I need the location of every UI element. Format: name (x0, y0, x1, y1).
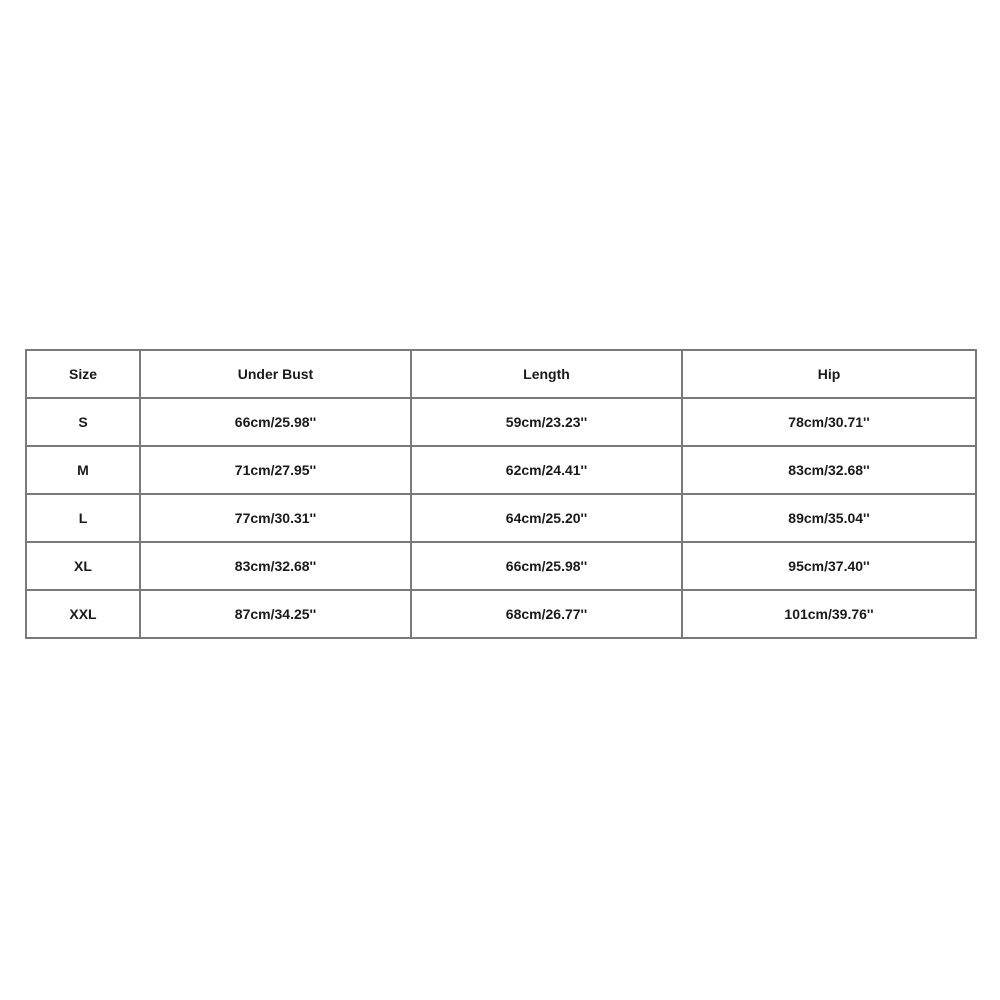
size-chart-table (25, 349, 977, 639)
under-bust-cell: 71cm/27.95'' (140, 446, 411, 494)
header-length: Length (411, 350, 682, 398)
size-cell: L (26, 494, 140, 542)
size-cell: S (26, 398, 140, 446)
table-row (26, 494, 976, 542)
size-cell: XL (26, 542, 140, 590)
table-row (26, 398, 976, 446)
length-cell: 59cm/23.23'' (411, 398, 682, 446)
header-hip: Hip (682, 350, 976, 398)
length-cell: 64cm/25.20'' (411, 494, 682, 542)
under-bust-cell: 87cm/34.25'' (140, 590, 411, 638)
size-cell: XXL (26, 590, 140, 638)
table-header-row (26, 350, 976, 398)
size-cell: M (26, 446, 140, 494)
table-row (26, 446, 976, 494)
table-row (26, 542, 976, 590)
under-bust-cell: 77cm/30.31'' (140, 494, 411, 542)
hip-cell: 95cm/37.40'' (682, 542, 976, 590)
hip-cell: 101cm/39.76'' (682, 590, 976, 638)
length-cell: 62cm/24.41'' (411, 446, 682, 494)
hip-cell: 89cm/35.04'' (682, 494, 976, 542)
under-bust-cell: 66cm/25.98'' (140, 398, 411, 446)
table-row (26, 590, 976, 638)
length-cell: 66cm/25.98'' (411, 542, 682, 590)
length-cell: 68cm/26.77'' (411, 590, 682, 638)
hip-cell: 83cm/32.68'' (682, 446, 976, 494)
hip-cell: 78cm/30.71'' (682, 398, 976, 446)
under-bust-cell: 83cm/32.68'' (140, 542, 411, 590)
header-under-bust: Under Bust (140, 350, 411, 398)
header-size: Size (26, 350, 140, 398)
